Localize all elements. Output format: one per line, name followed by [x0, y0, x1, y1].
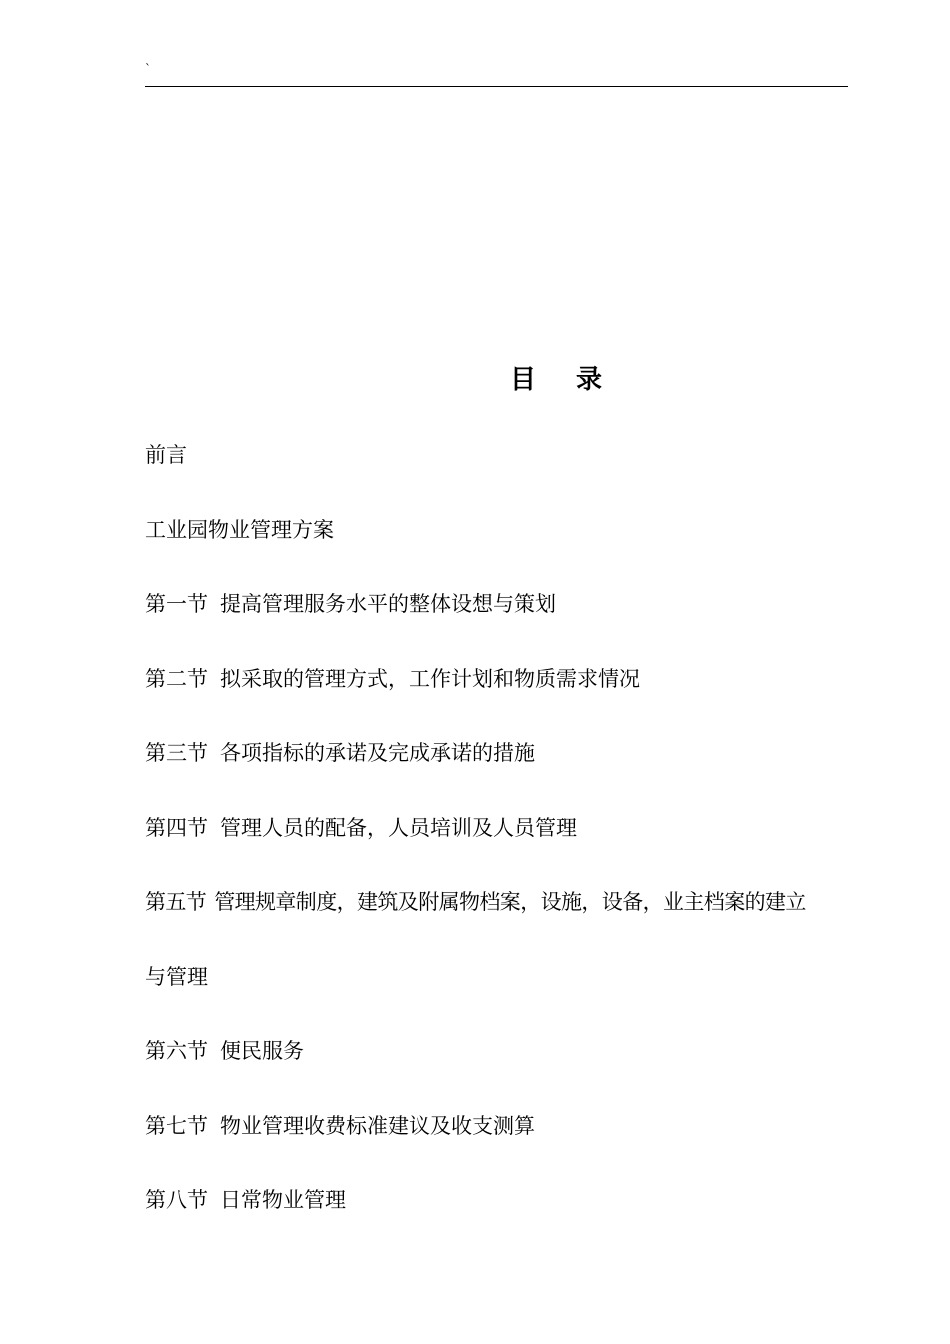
toc-entry-section-5-cont[interactable] — [145, 963, 850, 991]
toc-entry-section-8[interactable] — [145, 1186, 850, 1214]
toc-entry-section: 第一节 — [145, 592, 208, 616]
toc-entry-section: 第四节 — [145, 816, 208, 840]
toc-entry-preface[interactable] — [145, 441, 850, 469]
toc-entry-text: 管理规章制度，建筑及附属物档案，设施，设备，业主档案的建立 — [214, 890, 806, 914]
toc-entry-section: 第三节 — [145, 741, 208, 765]
toc-entry-plan[interactable] — [145, 516, 850, 544]
toc-entry-text: 日常物业管理 — [220, 1188, 346, 1212]
toc-title-left: 目 — [510, 365, 537, 395]
toc-entry-section: 第八节 — [145, 1188, 208, 1212]
toc-entry-text: 管理人员的配备，人员培训及人员管理 — [220, 816, 577, 840]
toc-entry-section: 第二节 — [145, 667, 208, 691]
header-mark: ` — [145, 62, 151, 76]
toc-entry-text: 提高管理服务水平的整体设想与策划 — [220, 592, 556, 616]
toc-title-right: 录 — [576, 365, 603, 395]
toc-entry-text: 物业管理收费标准建议及收支测算 — [220, 1114, 535, 1138]
toc-entry-section-7[interactable] — [145, 1112, 850, 1140]
toc-entry-section: 第七节 — [145, 1114, 208, 1138]
toc-entry-text: 工业园物业管理方案 — [145, 518, 334, 542]
toc-entry-text: 各项指标的承诺及完成承诺的措施 — [220, 741, 535, 765]
toc-entry-section-4[interactable] — [145, 814, 850, 842]
toc-entry-section-6[interactable] — [145, 1037, 850, 1065]
header-rule — [145, 86, 848, 87]
toc-entry-text: 与管理 — [145, 965, 208, 989]
toc-entry-section-1[interactable] — [145, 590, 850, 618]
toc-entry-text: 便民服务 — [220, 1039, 304, 1063]
toc-entry-section-3[interactable] — [145, 739, 850, 767]
toc-entry-section-5[interactable] — [145, 888, 850, 916]
toc-entry-section: 第五节 — [145, 890, 207, 914]
toc-title — [510, 362, 602, 398]
toc-entry-text: 拟采取的管理方式，工作计划和物质需求情况 — [220, 667, 640, 691]
toc-entry-text: 前言 — [145, 443, 187, 467]
toc-entry-section: 第六节 — [145, 1039, 208, 1063]
toc-entry-section-2[interactable] — [145, 665, 850, 693]
